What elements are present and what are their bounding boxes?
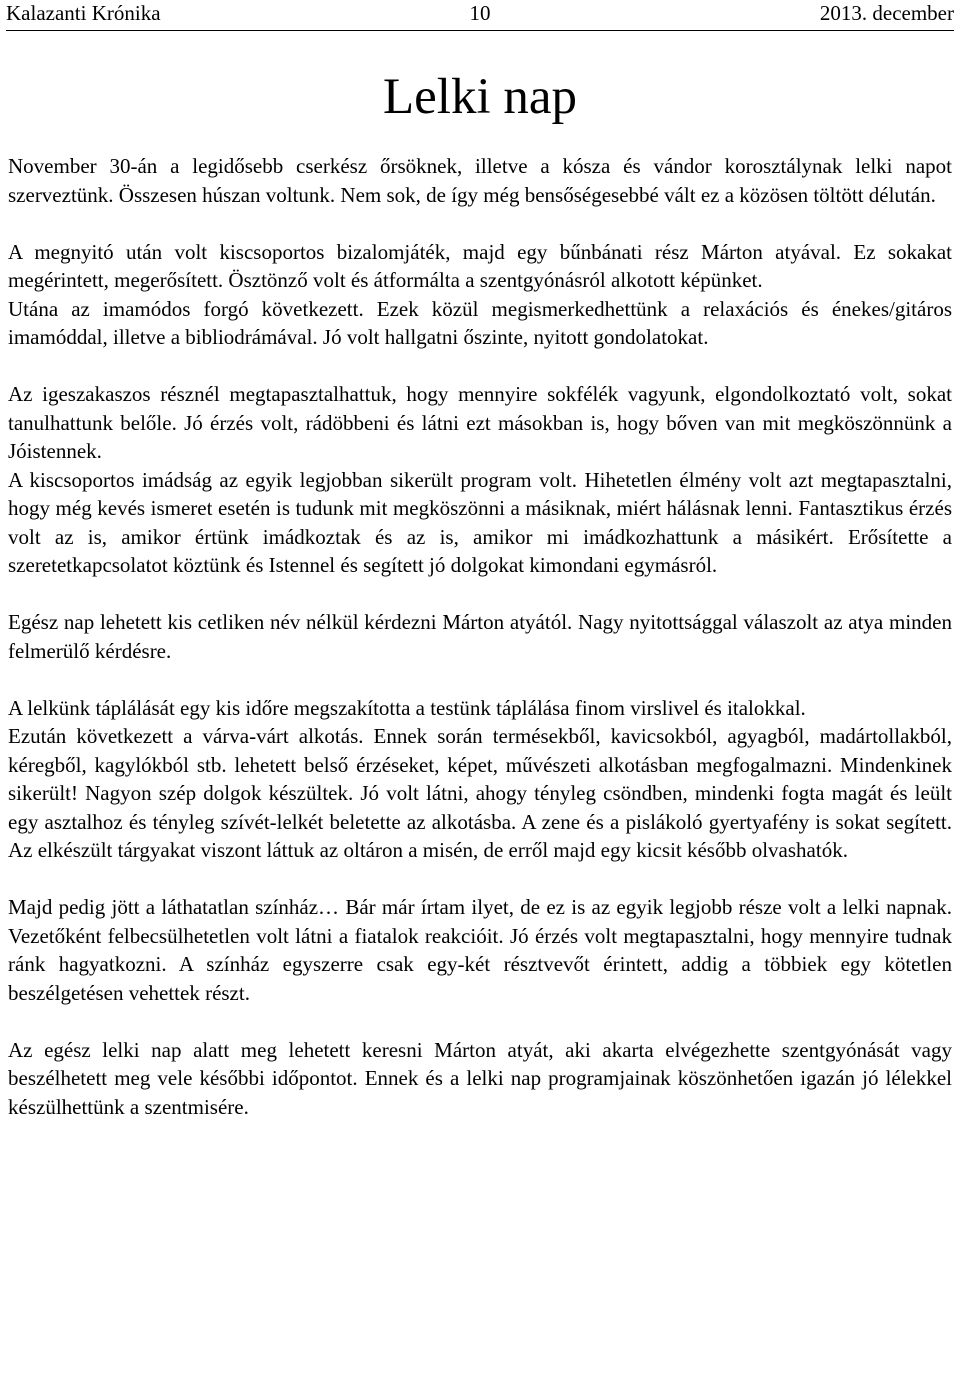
paragraph: A kiscsoportos imádság az egyik legjobban sikerült program volt. Hihetetlen élmény volt azt megtapasztalni, hogy még kevés ismeret esetén is tudunk mit megköszönni a másiknak, miért hálásnak lenni. Fantasztikus érzés volt az is, amikor értünk imádkoztak és az is, amikor mi imádkozhattunk a másikért. Erősítette a szeretetkapcsolatot köztünk és Istennel és segített jó dolgokat kimondani egymásról. (8, 467, 952, 577)
page-header (6, 0, 954, 31)
article-title: Lelki nap (382, 69, 577, 125)
publication-name: Kalazanti Krónika (6, 1, 161, 25)
article-body (8, 152, 952, 1121)
paragraph: A lelkünk táplálását egy kis időre megszakította a testünk táplálása finom virslivel és italokkal. (8, 695, 806, 720)
paragraph: Ezután következett a várva-várt alkotás. Ennek során termésekből, kavicsokból, agyagból, madártollakból, kéregből, kagylókból stb. lehetett belső érzéseket, képet, művészeti alkotásban megfogalmazni. Mindenkinek sikerült! Nagyon szép dolgok készültek. Jó volt látni, ahogy tényleg csöndben, mindenki fogta magát és leült egy asztalhoz és tényleg szívét-lelkét beletette az alkotásba. A zene és a pislákoló gyertyafény is sokat segített. Az elkészült tárgyakat viszont láttuk az oltáron a misén, de erről majd egy kicsit később olvashatók. (8, 724, 952, 862)
paragraph: Egész nap lehetett kis cetliken név nélkül kérdezni Márton atyától. Nagy nyitottsággal válaszolt az atya minden felmerülő kérdésre. (8, 610, 952, 663)
paragraph: Az egész lelki nap alatt meg lehetett keresni Márton atyát, aki akarta elvégezhette szentgyónását vagy beszélhetett meg vele későbbi időpontot. Ennek és a lelki nap programjainak köszönhetően igazán jó lélekkel készülhettünk a szentmisére. (8, 1037, 952, 1119)
page-number: 10 (469, 1, 491, 25)
paragraph: November 30-án a legidősebb cserkész őrsöknek, illetve a kósza és vándor korosztálynak lelki napot szerveztünk. Összesen húszan voltunk. Nem sok, de így még bensőségesebbé vált ez a közösen töltött délután. (8, 154, 952, 207)
paragraph: Az igeszakaszos résznél megtapasztalhattuk, hogy mennyire sokfélék vagyunk, elgondolkoztató volt, sokat tanulhattunk belőle. Jó érzés volt, rádöbbeni és látni ezt másokban is, hogy bőven van mit megköszönnünk a Jóistennek. (8, 382, 952, 463)
paragraph: A megnyitó után volt kiscsoportos bizalomjáték, majd egy bűnbánati rész Márton atyával. Ez sokakat megérintett, megerősített. Ösztönző volt és átformálta a szentgyónásról alkotott képünket. (8, 239, 952, 292)
paragraph: Majd pedig jött a láthatatlan színház… Bár már írtam ilyet, de ez is az egyik legjobb része volt a lelki napnak. Vezetőként felbecsülhetetlen volt látni a fiatalok reakcióit. Jó érzés volt megtapasztalni, hogy mennyire tudnak ránk hagyatkozni. A színház egyszerre csak egy-két résztvevőt érintett, addig a többiek egy kötetlen beszélgetésen vehettek részt. (8, 895, 952, 1005)
paragraph: Utána az imamódos forgó következett. Ezek közül megismerkedhettünk a relaxációs és énekes/gitáros imamóddal, illetve a bibliodrámával. Jó volt hallgatni őszinte, nyitott gondolatokat. (8, 296, 952, 349)
issue-date: 2013. december (819, 1, 954, 25)
